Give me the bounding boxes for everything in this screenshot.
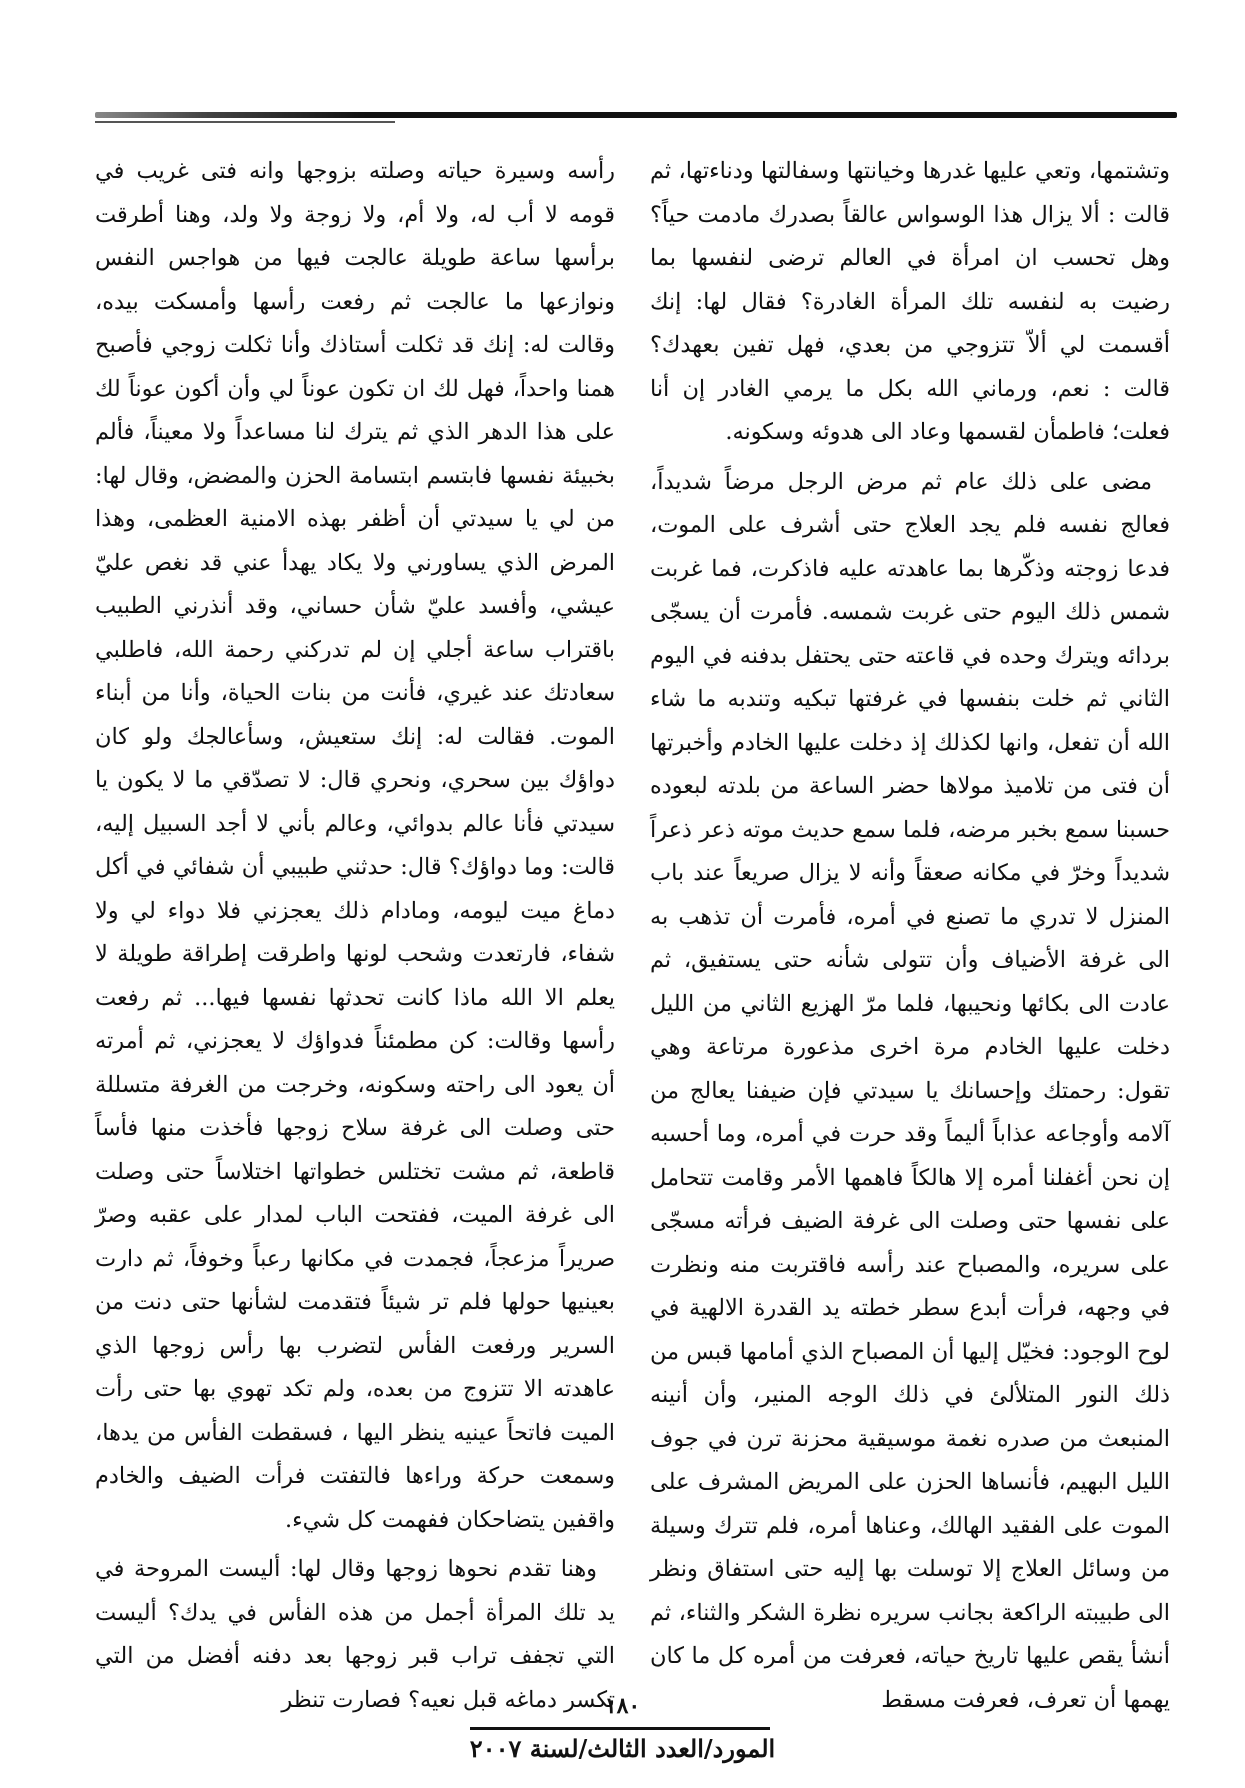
top-rule-accent bbox=[95, 121, 395, 123]
footer-rule bbox=[470, 1727, 770, 1730]
paragraph: وهنا تقدم نحوها زوجها وقال لها: أليست المروحة في يد تلك المرأة أجمل من هذه الفأس في يدك؟ أليست التي تجفف تراب قبر زوجها بعد دفنه أفضل من التي تكسر دماغه قبل نعيه؟ فصارت تنظر bbox=[95, 1556, 615, 1713]
top-rule bbox=[95, 112, 1177, 118]
paragraph: رأسه وسيرة حياته وصلته بزوجها وانه فتى غريب في قومه لا أب له، ولا أم، ولا زوجة ولا ولد، وهنا أطرقت برأسها ساعة طويلة عالجت فيها من هواجس النفس ونوازعها ما عالجت ثم رفعت رأسها وأمسكت بيده، وقالت له: إنك قد ثكلت أستاذك وأنا ثكلت زوجي فأصبح همنا واحداً، فهل لك ان تكون عوناً لي وأن أكون عوناً لك على هذا الدهر الذي ثم يترك لنا مساعداً ولا معيناً، فألم بخبيئة نفسها فابتسم ابتسامة الحزن والمضض، وقال لها: من لي يا سيدتي أن أظفر بهذه الامنية العظمى، وهذا المرض الذي يساورني ولا يكاد يهدأ عني قد نغص عليّ عيشي، وأفسد عليّ شأن حساني، وقد أنذرني الطبيب باقتراب ساعة أجلي إن لم تدركني رحمة الله، فاطلبي سعادتك عند غيري، فأنت من بنات الحياة، وأنا من أبناء الموت. فقالت له: إنك ستعيش، وسأعالجك ولو كان دواؤك بين سحري، ونحري قال: لا تصدّقي ما لا يكون يا سيدتي فأنا عالم بدوائي، وعالم بأني لا أجد السبيل إليه، قالت: وما دواؤك؟ قال: حدثني طبيبي أن شفائي في أكل دماغ ميت ليومه، ومادام ذلك يعجزني فلا دواء لي ولا شفاء، فارتعدت وشحب لونها واطرقت إطراقة طويلة لا يعلم الا الله ماذا كانت تحدثها نفسها فيها... ثم رفعت رأسها وقالت: كن مطمئناً فدواؤك لا يعجزني، ثم أمرته أن يعود الى راحته وسكونه، وخرجت من الغرفة متسللة حتى وصلت الى غرفة سلاح زوجها فأخذت منها فأساً قاطعة، ثم مشت تختلس خطواتها اختلاساً حتى وصلت الى غرفة الميت، ففتحت الباب لمدار على عقبه وصرّ صريراً مزعجاً، فجمدت في مكانها رعباً وخوفاً، ثم دارت بعينيها حولها فلم تر شيئاً فتقدمت لشأنها حتى دنت من السرير ورفعت الفأس لتضرب بها رأس زوجها الذي عاهدته الا تتزوج من بعده، ولم تكد تهوي بها حتى رأت الميت فاتحاً عينيه ينظر اليها ، فسقطت الفأس من يدها، وسمعت حركة وراءها فالتفتت فرأت الضيف والخادم واقفين يتضاحكان ففهمت كل شيء. bbox=[95, 158, 615, 1533]
paragraph: وتشتمها، وتعي عليها غدرها وخيانتها وسفالتها ودناءتها، ثم قالت : ألا يزال هذا الوسواس عالقاً بصدرك مادمت حياً؟ وهل تحسب ان امرأة في العالم ترضى لنفسها بما رضيت به لنفسه تلك المرأة الغادرة؟ فقال لها: إنك أقسمت لي ألاّ تتزوجي من بعدي، فهل تفين بعهدك؟ قالت : نعم، ورماني الله بكل ما يرمي الغادر إن أنا فعلت؛ فاطمأن لقسمها وعاد الى هدوئه وسكونه. bbox=[650, 158, 1170, 445]
right-column bbox=[650, 150, 1170, 1713]
paragraph: مضى على ذلك عام ثم مرض الرجل مرضاً شديداً، فعالج نفسه فلم يجد العلاج حتى أشرف على الموت، فدعا زوجته وذكّرها بما عاهدته عليه فاذكرت، فما غربت شمس ذلك اليوم حتى غربت شمسه. فأمرت أن يسجّى بردائه ويترك وحده في قاعته حتى يحتفل بدفنه في اليوم الثاني ثم خلت بنفسها في غرفتها تبكيه وتندبه ما شاء الله أن تفعل، وانها لكذلك إذ دخلت عليها الخادم وأخبرتها أن فتى من تلاميذ مولاها حضر الساعة من بلدته لبعوده حسبنا سمع بخبر مرضه، فلما سمع حديث موته ذعر ذعراً شديداً وخرّ في مكانه صعقاً وأنه لا يزال صريعاً عند باب المنزل لا تدري ما تصنع في أمره، فأمرت أن تذهب به الى غرفة الأضياف وأن تتولى شأنه حتى يستفيق، ثم عادت الى بكائها ونحيبها، فلما مرّ الهزيع الثاني من الليل دخلت عليها الخادم مرة اخرى مذعورة مرتاعة وهي تقول: رحمتك وإحسانك يا سيدتي فإن ضيفنا يعالج من آلامه وأوجاعه عذاباً أليماً وقد حرت في أمره، وما أحسبه إن نحن أغفلنا أمره إلا هالكاً فاهمها الأمر وقامت تتحامل على نفسها حتى وصلت الى غرفة الضيف فرأته مسجّى على سريره، والمصباح عند رأسه فاقتربت منه ونظرت في وجهه، فرأت أبدع سطر خطته يد القدرة الالهية في لوح الوجود: فخيّل إليها أن المصباح الذي أمامها قبس من ذلك النور المتلألئ في ذلك الوجه المنير، وأن أنينه المنبعث من صدره نغمة موسيقية محزنة ترن في جوف الليل البهيم، فأنساها الحزن على المريض المشرف على الموت على الفقيد الهالك، وعناها أمره، فلم تترك وسيلة من وسائل العلاج إلا توسلت بها إليه حتى استفاق ونظر الى طبيبته الراكعة بجانب سريره نظرة الشكر والثناء، ثم أنشأ يقص عليها تاريخ حياته، فعرفت من أمره كل ما كان يهمها أن تعرف، فعرفت مسقط bbox=[650, 468, 1170, 1713]
journal-footer: المورد/العدد الثالث/لسنة ٢٠٠٧ bbox=[469, 1734, 776, 1763]
page-number: ١٨٠ bbox=[604, 1693, 641, 1719]
left-column bbox=[95, 150, 615, 1713]
